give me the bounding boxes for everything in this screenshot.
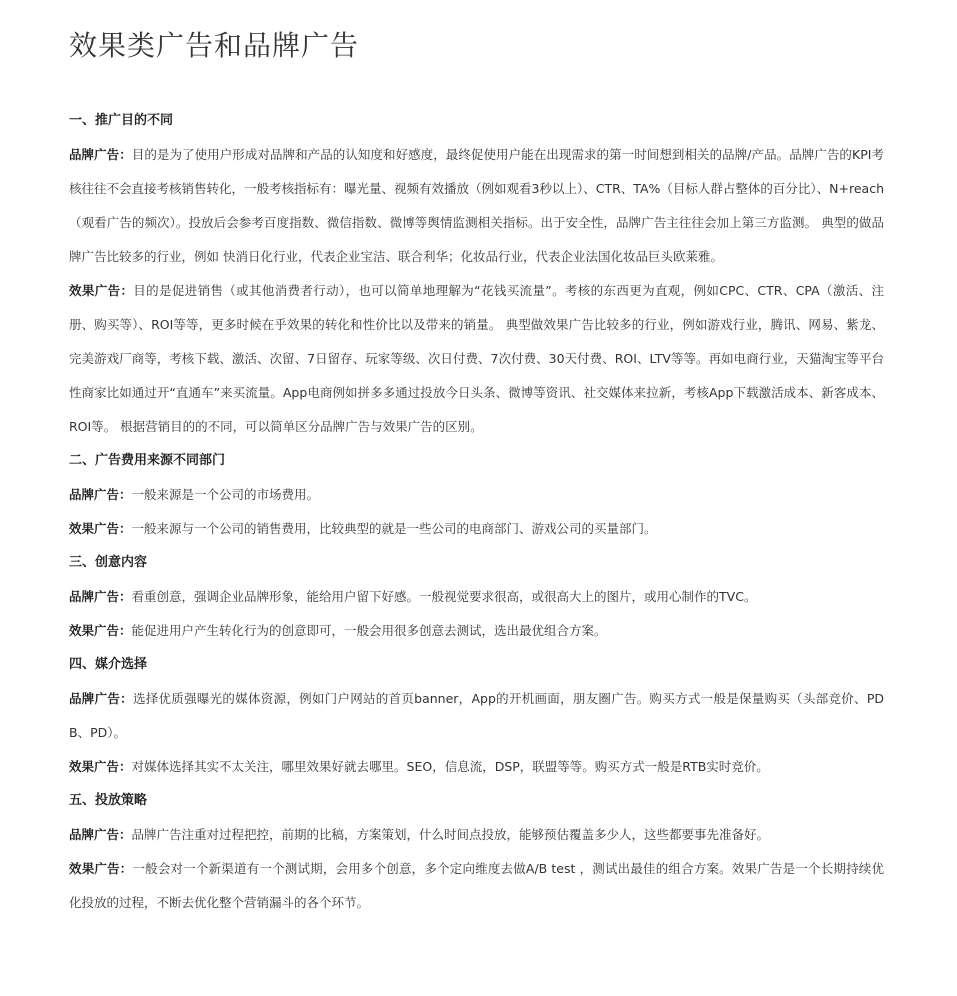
paragraph-text: 目的是促进销售（或其他消费者行动），也可以简单地理解为“花钱买流量”。考核的东西更为直观，例如CPC、CTR、CPA（激活、注册、购买等）、ROI等等，更多时候在乎效果的转化和性价比以及带来的销量。 典型做效果广告比较多的行业，例如游戏行业，腾讯、网易、紫龙、完美游戏厂商等，考核下载、激活、次留、7日留存、玩家等级、次日付费、7次付费、30天付费、ROI、LTV等等。再如电商行业，天猫淘宝等平台性商家比如通过开“直通车”来买流量。App电商例如拼多多通过投放今日头条、微博等资讯、社交媒体来拉新，考核App下载激活成本、新客成本、ROI等。 根据营销目的的不同，可以简单区分品牌广告与效果广告的区别。	[69, 283, 884, 434]
paragraph-text: 看重创意，强调企业品牌形象，能给用户留下好感。一般视觉要求很高，或很高大上的图片，或用心制作的TVC。	[131, 589, 757, 604]
paragraph-label: 品牌广告	[69, 487, 120, 502]
section-heading: 四、媒介选择	[69, 657, 148, 672]
paragraph	[69, 750, 884, 784]
article	[69, 0, 884, 920]
paragraph-text: 一般会对一个新渠道有一个测试期，会用多个创意，多个定向维度去做A/B test ，测试出最佳的组合方案。效果广告是一个长期持续优化投放的过程，不断去优化整个营销漏斗的各个环节。	[69, 861, 884, 910]
section-heading: 二、广告费用来源不同部门	[69, 453, 226, 468]
label-separator: ：	[120, 283, 134, 298]
paragraph-text: 对媒体选择其实不太关注，哪里效果好就去哪里。SEO，信息流，DSP，联盟等等。购买方式一般是RTB实时竞价。	[131, 759, 769, 774]
paragraph-text: 一般来源与一个公司的销售费用，比较典型的就是一些公司的电商部门、游戏公司的买量部门。	[131, 521, 657, 536]
paragraph-text: 品牌广告注重对过程把控，前期的比稿，方案策划，什么时间点投放，能够预估覆盖多少人，这些都要事先准备好。	[131, 827, 770, 842]
paragraph-text: 一般来源是一个公司的市场费用。	[131, 487, 320, 502]
paragraph-label: 品牌广告	[69, 589, 120, 604]
paragraph-label: 品牌广告	[69, 691, 121, 706]
section-heading: 五、投放策略	[69, 793, 148, 808]
paragraph	[69, 274, 884, 444]
paragraph-label: 品牌广告	[69, 827, 120, 842]
label-separator: ：	[119, 147, 132, 162]
paragraph	[69, 614, 884, 648]
label-separator: ：	[119, 827, 132, 842]
paragraph-text: 能促进用户产生转化行为的创意即可，一般会用很多创意去测试，选出最优组合方案。	[131, 623, 607, 638]
paragraph-label: 效果广告	[69, 861, 120, 876]
paragraph	[69, 138, 884, 274]
paragraph-label: 效果广告	[69, 283, 121, 298]
section-heading: 一、推广目的不同	[69, 113, 174, 128]
label-separator: ：	[119, 589, 132, 604]
paragraph-label: 效果广告	[69, 623, 120, 638]
label-separator: ：	[119, 861, 133, 876]
label-separator: ：	[120, 691, 133, 706]
article-body	[69, 104, 884, 920]
paragraph-text: 目的是为了使用户形成对品牌和产品的认知度和好感度，最终促使用户能在出现需求的第一时间想到相关的品牌/产品。品牌广告的KPI考核往往不会直接考核销售转化，一般考核指标有：曝光量、视频有效播放（例如观看3秒以上）、CTR、TA%（目标人群占整体的百分比）、N+reach（观看广告的频次）。投放后会参考百度指数、微信指数、微博等舆情监测相关指标。出于安全性，品牌广告主往往会加上第三方监测。 典型的做品牌广告比较多的行业，例如 快消日化行业，代表企业宝洁、联合利华；化妆品行业，代表企业法国化妆品巨头欧莱雅。	[69, 147, 884, 264]
paragraph	[69, 512, 884, 546]
paragraph	[69, 818, 884, 852]
paragraph-label: 品牌广告	[69, 147, 120, 162]
label-separator: ：	[119, 623, 132, 638]
paragraph	[69, 682, 884, 750]
paragraph	[69, 580, 884, 614]
label-separator: ：	[119, 759, 132, 774]
paragraph	[69, 478, 884, 512]
section-heading: 三、创意内容	[69, 555, 148, 570]
label-separator: ：	[119, 487, 132, 502]
label-separator: ：	[119, 521, 132, 536]
page-title: 效果类广告和品牌广告	[69, 29, 360, 62]
paragraph-label: 效果广告	[69, 759, 120, 774]
paragraph	[69, 852, 884, 920]
paragraph-label: 效果广告	[69, 521, 120, 536]
paragraph-text: 选择优质强曝光的媒体资源，例如门户网站的首页banner，App的开机画面，朋友圈广告。购买方式一般是保量购买（头部竞价、PDB、PD）。	[69, 691, 884, 740]
